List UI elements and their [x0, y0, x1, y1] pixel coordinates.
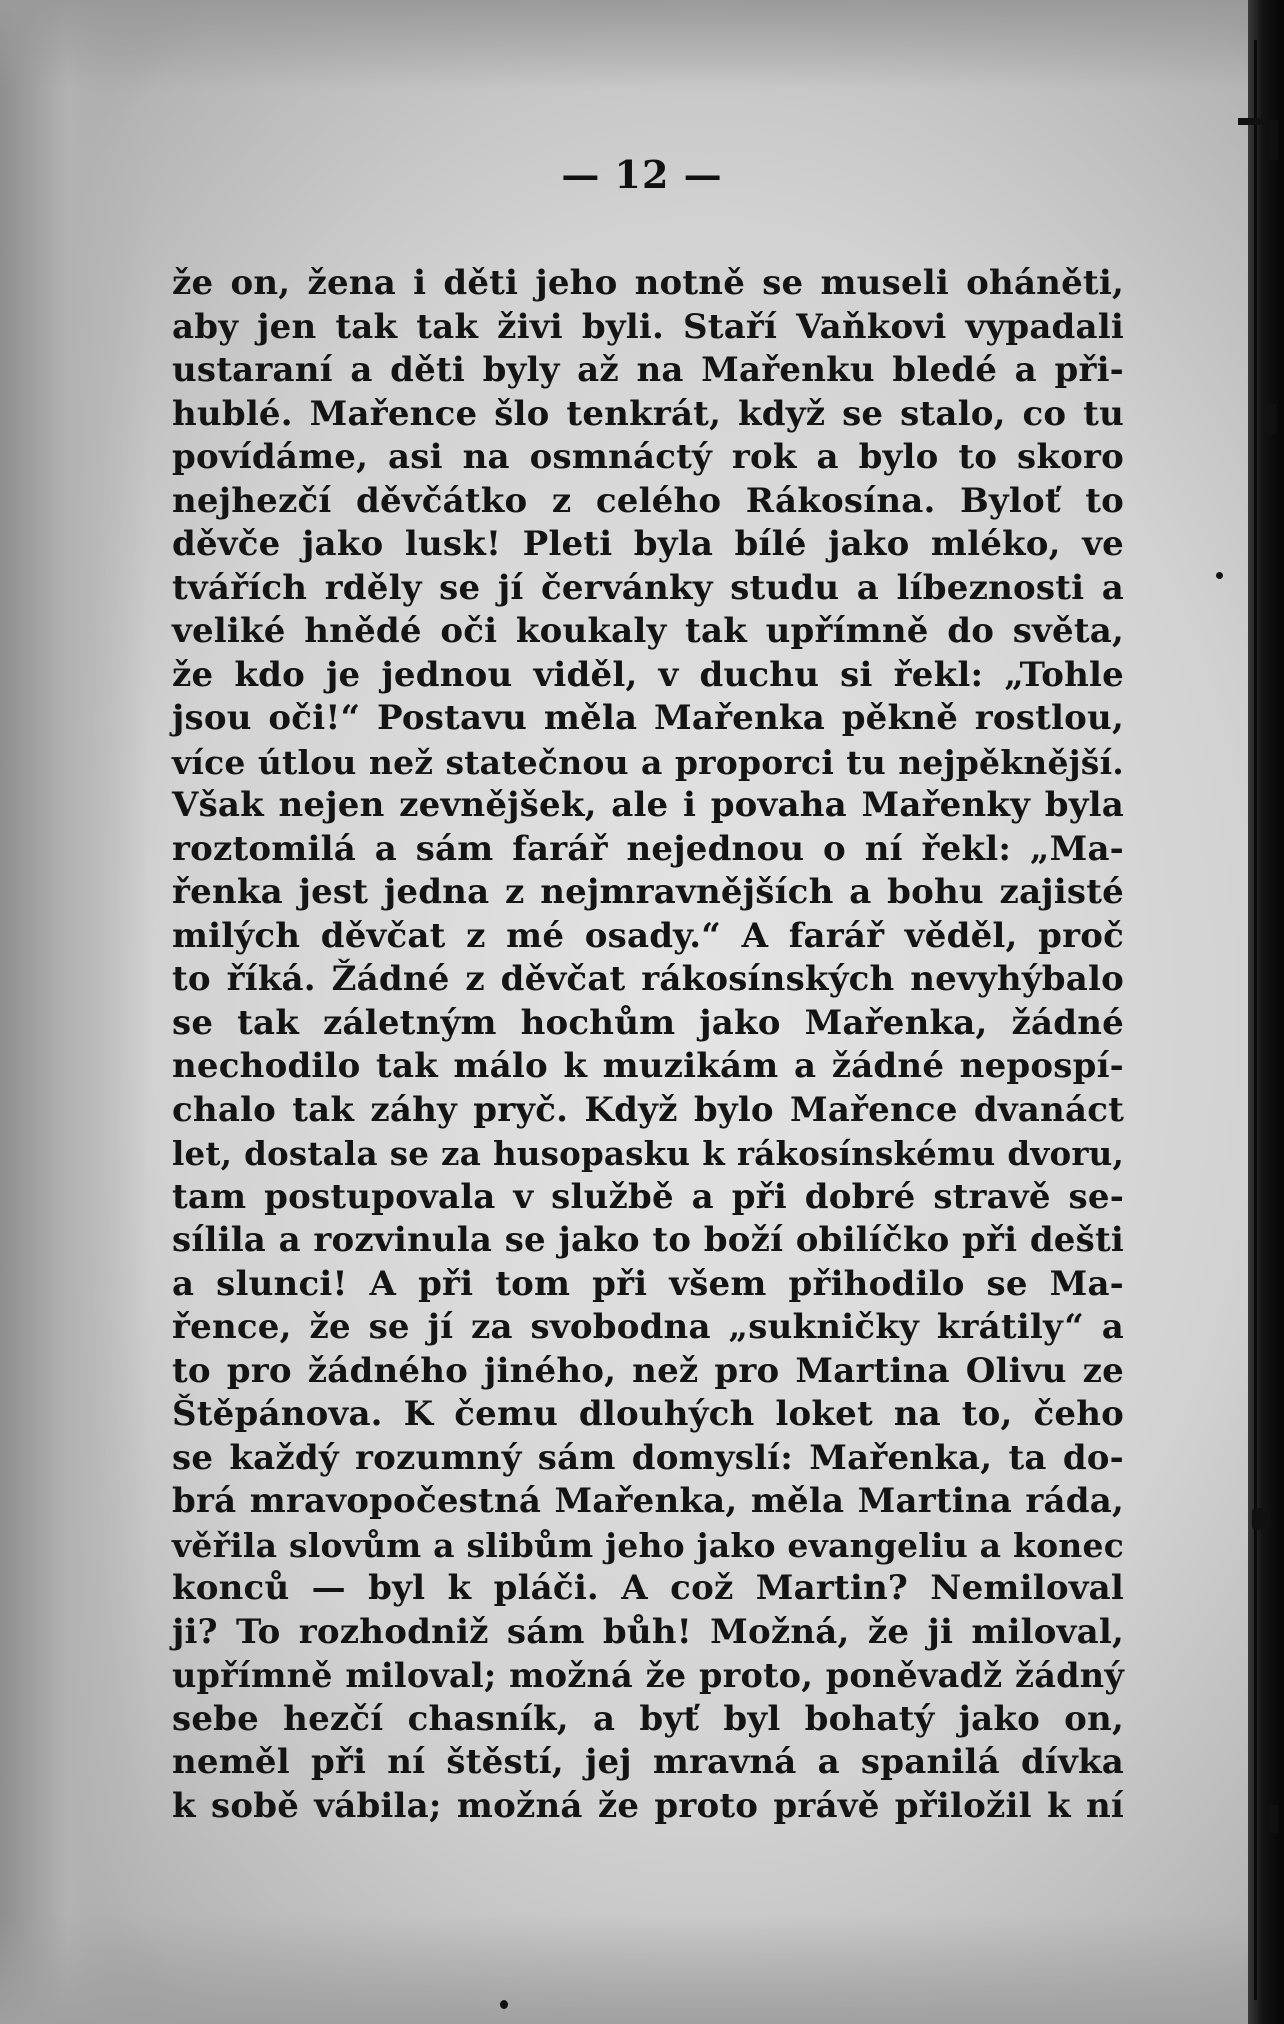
- text-line: sebe hezčí chasník, a byť byl bohatý jako on,: [172, 1698, 1124, 1739]
- text-line: aby jen tak tak živi byli. Staří Vaňkovi vypadali: [172, 306, 1124, 347]
- text-line: jsou oči!“ Postavu měla Mařenka pěkně rostlou,: [172, 698, 1124, 738]
- text-line: chalo tak záhy pryč. Když bylo Mařence dvanáct: [172, 1089, 1124, 1130]
- text-line: Však nejen zevnějšek, ale i povaha Mařenky byla: [172, 785, 1124, 825]
- text-line: sílila a rozvinula se jako to boží obilíčko při dešti: [172, 1220, 1124, 1260]
- text-line: se každý rozumný sám domyslí: Mařenka, ta do-: [172, 1437, 1124, 1478]
- text-line: veliké hnědé oči koukaly tak upřímně do světa,: [172, 611, 1124, 651]
- text-line: řenka jest jedna z nejmravnějších a bohu zajisté: [172, 872, 1124, 912]
- text-line: upřímně miloval; možná že proto, poněvadž žádný: [172, 1656, 1124, 1695]
- text-line: Štěpánova. K čemu dlouhých loket na to, čeho: [172, 1394, 1124, 1434]
- edge-dot: [500, 2000, 508, 2009]
- text-line: se tak záletným hochům jako Mařenka, žádné: [172, 1002, 1124, 1043]
- page-bottom-shadow: [0, 1914, 1284, 2024]
- text-line: děvče jako lusk! Pleti byla bílé jako mléko, ve: [172, 524, 1124, 564]
- page-number: — 12 —: [561, 152, 723, 197]
- body-text: [172, 262, 1124, 1828]
- text-line: tam postupovala v službě a při dobré stravě se-: [172, 1176, 1124, 1217]
- edge-dot: [1216, 572, 1223, 579]
- text-line: ustaraní a děti byly až na Mařenku bledé a při-: [172, 350, 1124, 390]
- text-line: nechodilo tak málo k muzikám a žádné nepospí-: [172, 1046, 1124, 1086]
- text-line: ji? To rozhodniž sám bůh! Možná, že ji miloval,: [172, 1611, 1124, 1652]
- text-line: brá mravopočestná Mařenka, měla Martina ráda,: [172, 1481, 1124, 1521]
- page-gutter-shadow: [0, 0, 150, 2024]
- text-line: roztomilá a sám farář nejednou o ní řekl: „Ma-: [172, 828, 1124, 869]
- text-line: to říká. Žádné z děvčat rákosínských nevyhýbalo: [172, 959, 1124, 999]
- text-line: povídáme, asi na osmnáctý rok a bylo to skoro: [172, 437, 1124, 477]
- text-line: řence, že se jí za svobodna „sukničky krátily“ a: [172, 1307, 1124, 1347]
- text-line: hublé. Mařence šlo tenkrát, když se stalo, co tu: [172, 393, 1124, 434]
- text-line: milých děvčat z mé osady.“ A farář věděl, proč: [172, 915, 1124, 956]
- edge-mark: [1238, 118, 1264, 125]
- text-line: a slunci! A při tom při všem přihodilo se Ma-: [172, 1263, 1124, 1304]
- edge-mark: [1270, 1805, 1278, 1833]
- text-line: konců — byl k pláči. A což Martin? Nemiloval: [172, 1568, 1124, 1608]
- text-line: věřila slovům a slibům jeho jako evangeliu a konec: [172, 1525, 1124, 1565]
- text-line: nejhezčí děvčátko z celého Rákosína. Byloť to: [172, 480, 1124, 521]
- edge-mark: [1252, 1508, 1270, 1530]
- text-line: neměl při ní štěstí, jej mravná a spanilá dívka: [172, 1742, 1124, 1782]
- text-line: více útlou než statečnou a proporci tu nejpěknější.: [172, 742, 1124, 782]
- page-top-shadow: [0, 0, 1284, 90]
- text-line: že kdo je jednou viděl, v duchu si řekl: „Tohle: [172, 654, 1124, 695]
- text-line: tvářích rděly se jí červánky studu a líbeznosti a: [172, 567, 1124, 608]
- text-line: to pro žádného jiného, než pro Martina Olivu ze: [172, 1350, 1124, 1391]
- text-line: k sobě vábila; možná že proto právě přiložil k ní: [172, 1785, 1124, 1826]
- edge-mark: [1268, 404, 1276, 434]
- text-line: let, dostala se za husopasku k rákosínskému dvoru,: [172, 1134, 1124, 1173]
- text-line: že on, žena i děti jeho notně se museli oháněti,: [172, 263, 1124, 303]
- page-edge-line: [1254, 40, 1257, 2000]
